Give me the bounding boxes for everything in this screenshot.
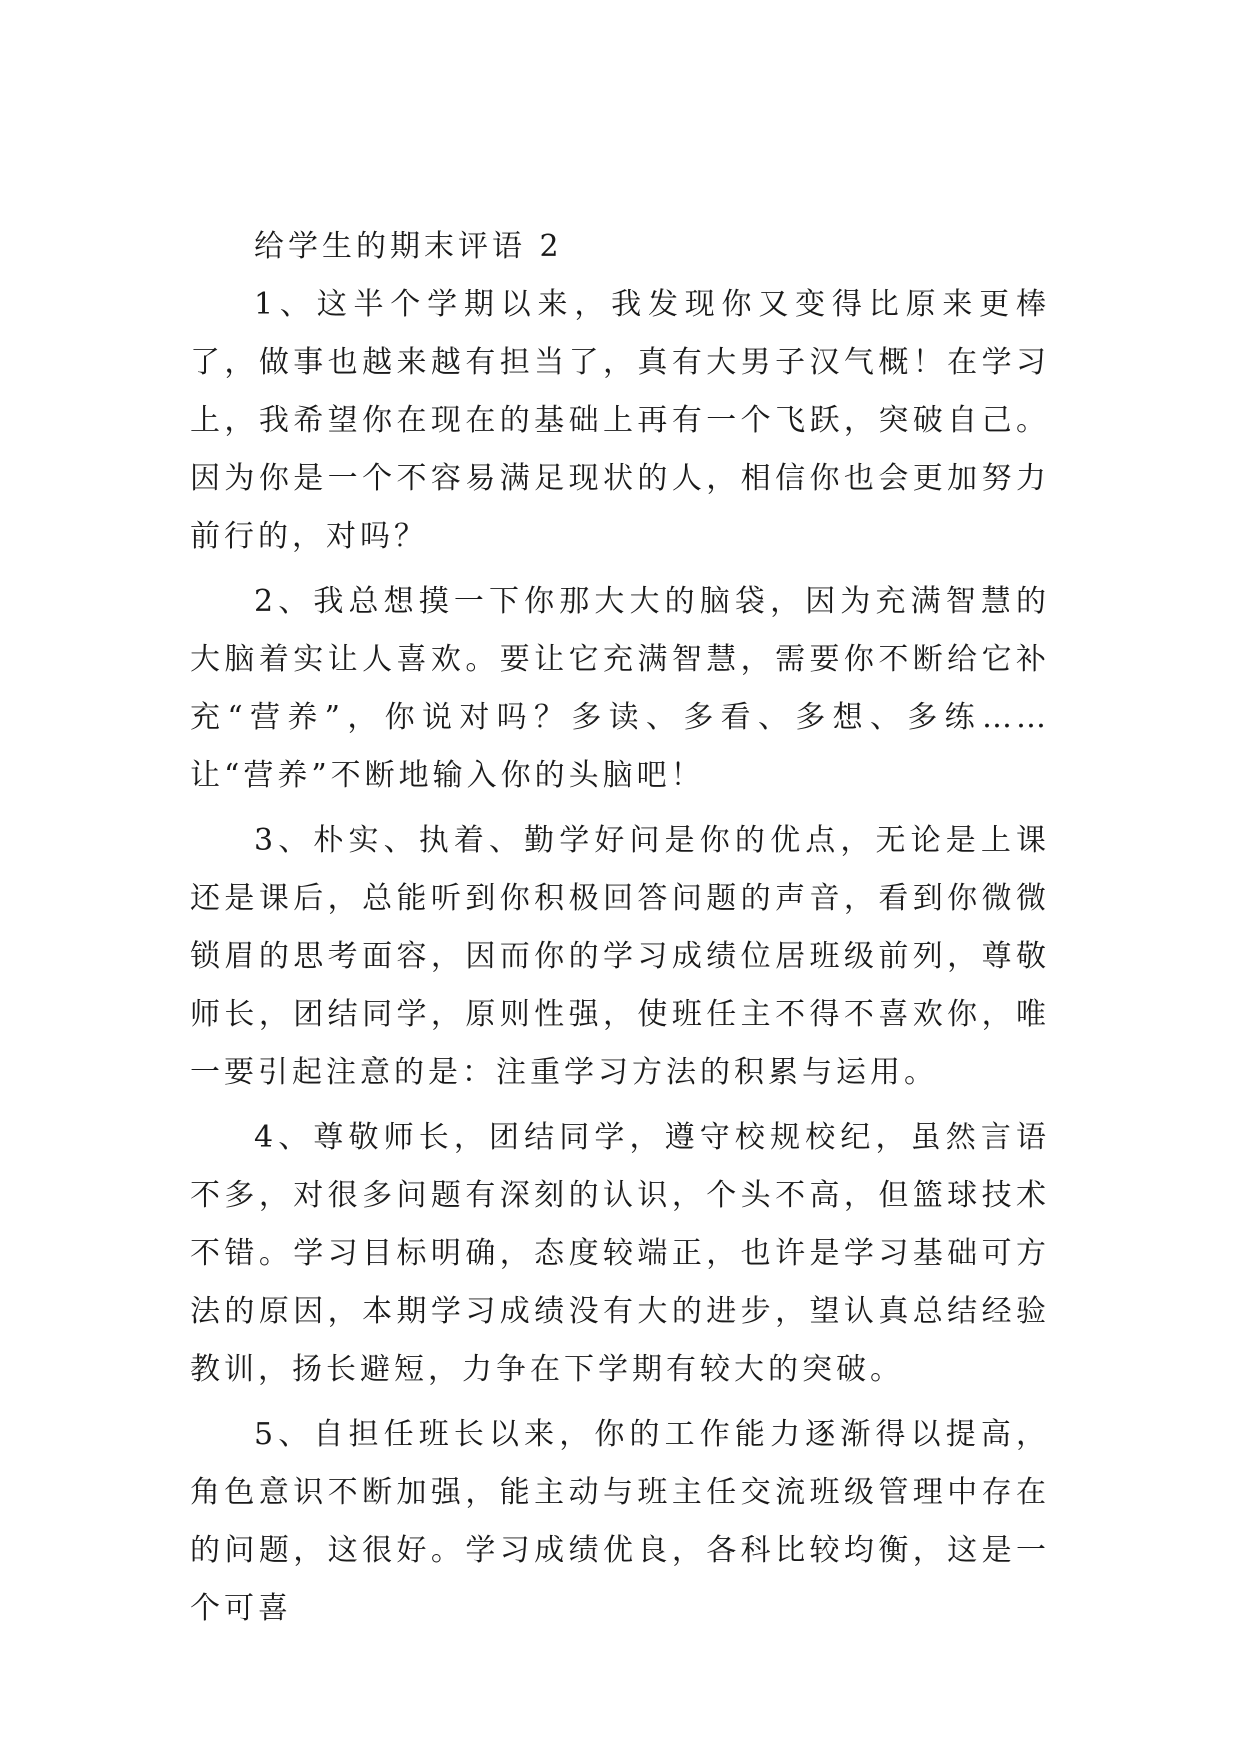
comment-paragraph-1: 1、这半个学期以来，我发现你又变得比原来更棒了，做事也越来越有担当了，真有大男子汉气概！在学习上，我希望你在现在的基础上再有一个飞跃，突破自己。因为你是一个不容易满足现状的人，相信你也会更加努力前行的，对吗？	[190, 287, 1050, 554]
comment-paragraph-5: 5、自担任班长以来，你的工作能力逐渐得以提高，角色意识不断加强，能主动与班主任交流班级管理中存在的问题，这很好。学习成绩优良，各科比较均衡，这是一个可喜	[190, 1417, 1050, 1626]
comment-paragraph-2: 2、我总想摸一下你那大大的脑袋，因为充满智慧的大脑着实让人喜欢。要让它充满智慧，需要你不断给它补充“营养”，你说对吗？多读、多看、多想、多练……让“营养”不断地输入你的头脑吧！	[190, 584, 1050, 793]
comment-paragraph-3: 3、朴实、执着、勤学好问是你的优点，无论是上课还是课后，总能听到你积极回答问题的声音，看到你微微锁眉的思考面容，因而你的学习成绩位居班级前列，尊敬师长，团结同学，原则性强，使班任主不得不喜欢你，唯一要引起注意的是：注重学习方法的积累与运用。	[190, 823, 1050, 1090]
document-title: 给学生的期末评语 2	[254, 229, 563, 264]
comment-paragraph-4: 4、尊敬师长，团结同学，遵守校规校纪，虽然言语不多，对很多问题有深刻的认识，个头不高，但篮球技术不错。学习目标明确，态度较端正，也许是学习基础可方法的原因，本期学习成绩没有大的进步，望认真总结经验教训，扬长避短，力争在下学期有较大的突破。	[190, 1120, 1050, 1387]
document-body	[190, 218, 1050, 1645]
